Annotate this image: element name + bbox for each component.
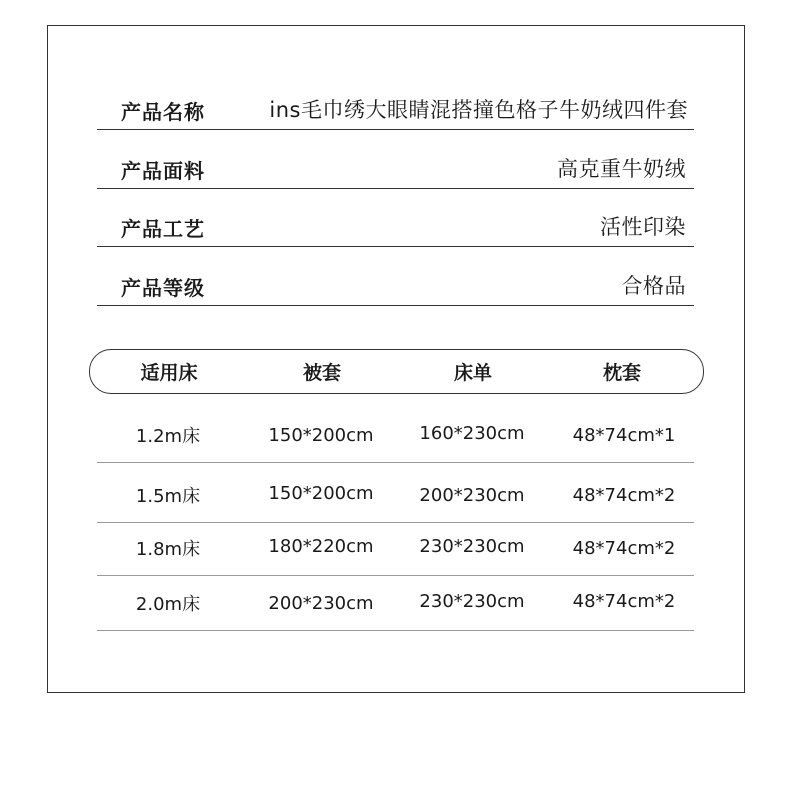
spec-value: 高克重牛奶绒 — [557, 157, 686, 181]
cell-sheet: 230*230cm — [419, 590, 525, 612]
spec-value: 活性印染 — [600, 215, 686, 239]
cell-bed: 1.5m床 — [135, 486, 201, 507]
cell-pillow: 48*74cm*2 — [572, 484, 676, 506]
header-bed-sheet: 床单 — [453, 362, 493, 384]
cell-bed: 1.2m床 — [135, 426, 201, 447]
spec-label: 产品面料 — [121, 159, 205, 183]
spec-value: 合格品 — [621, 274, 686, 298]
cell-pillow: 48*74cm*2 — [572, 537, 676, 559]
spec-label: 产品工艺 — [121, 217, 205, 241]
spec-row-grade — [97, 266, 694, 306]
spec-row-name — [97, 90, 694, 130]
table-row — [97, 576, 694, 631]
spec-row-craft — [97, 207, 694, 247]
cell-sheet: 200*230cm — [419, 484, 525, 506]
cell-pillow: 48*74cm*2 — [572, 590, 676, 612]
header-bed: 适用床 — [140, 362, 198, 384]
cell-duvet: 180*220cm — [268, 535, 374, 557]
cell-sheet: 230*230cm — [419, 535, 525, 557]
spec-label: 产品等级 — [121, 276, 205, 300]
table-row — [97, 408, 694, 463]
cell-duvet: 200*230cm — [268, 592, 374, 614]
cell-bed: 2.0m床 — [135, 594, 201, 615]
spec-label: 产品名称 — [121, 100, 205, 124]
size-table-header — [89, 349, 704, 394]
header-duvet-cover: 被套 — [302, 362, 342, 384]
table-row — [97, 468, 694, 523]
header-pillowcase: 枕套 — [602, 362, 642, 384]
spec-value: ins毛巾绣大眼睛混搭撞色格子牛奶绒四件套 — [269, 98, 688, 122]
spec-row-fabric — [97, 149, 694, 189]
cell-duvet: 150*200cm — [268, 482, 374, 504]
table-row — [97, 521, 694, 576]
cell-pillow: 48*74cm*1 — [572, 424, 676, 446]
cell-bed: 1.8m床 — [135, 539, 201, 560]
cell-sheet: 160*230cm — [419, 422, 525, 444]
cell-duvet: 150*200cm — [268, 424, 374, 446]
